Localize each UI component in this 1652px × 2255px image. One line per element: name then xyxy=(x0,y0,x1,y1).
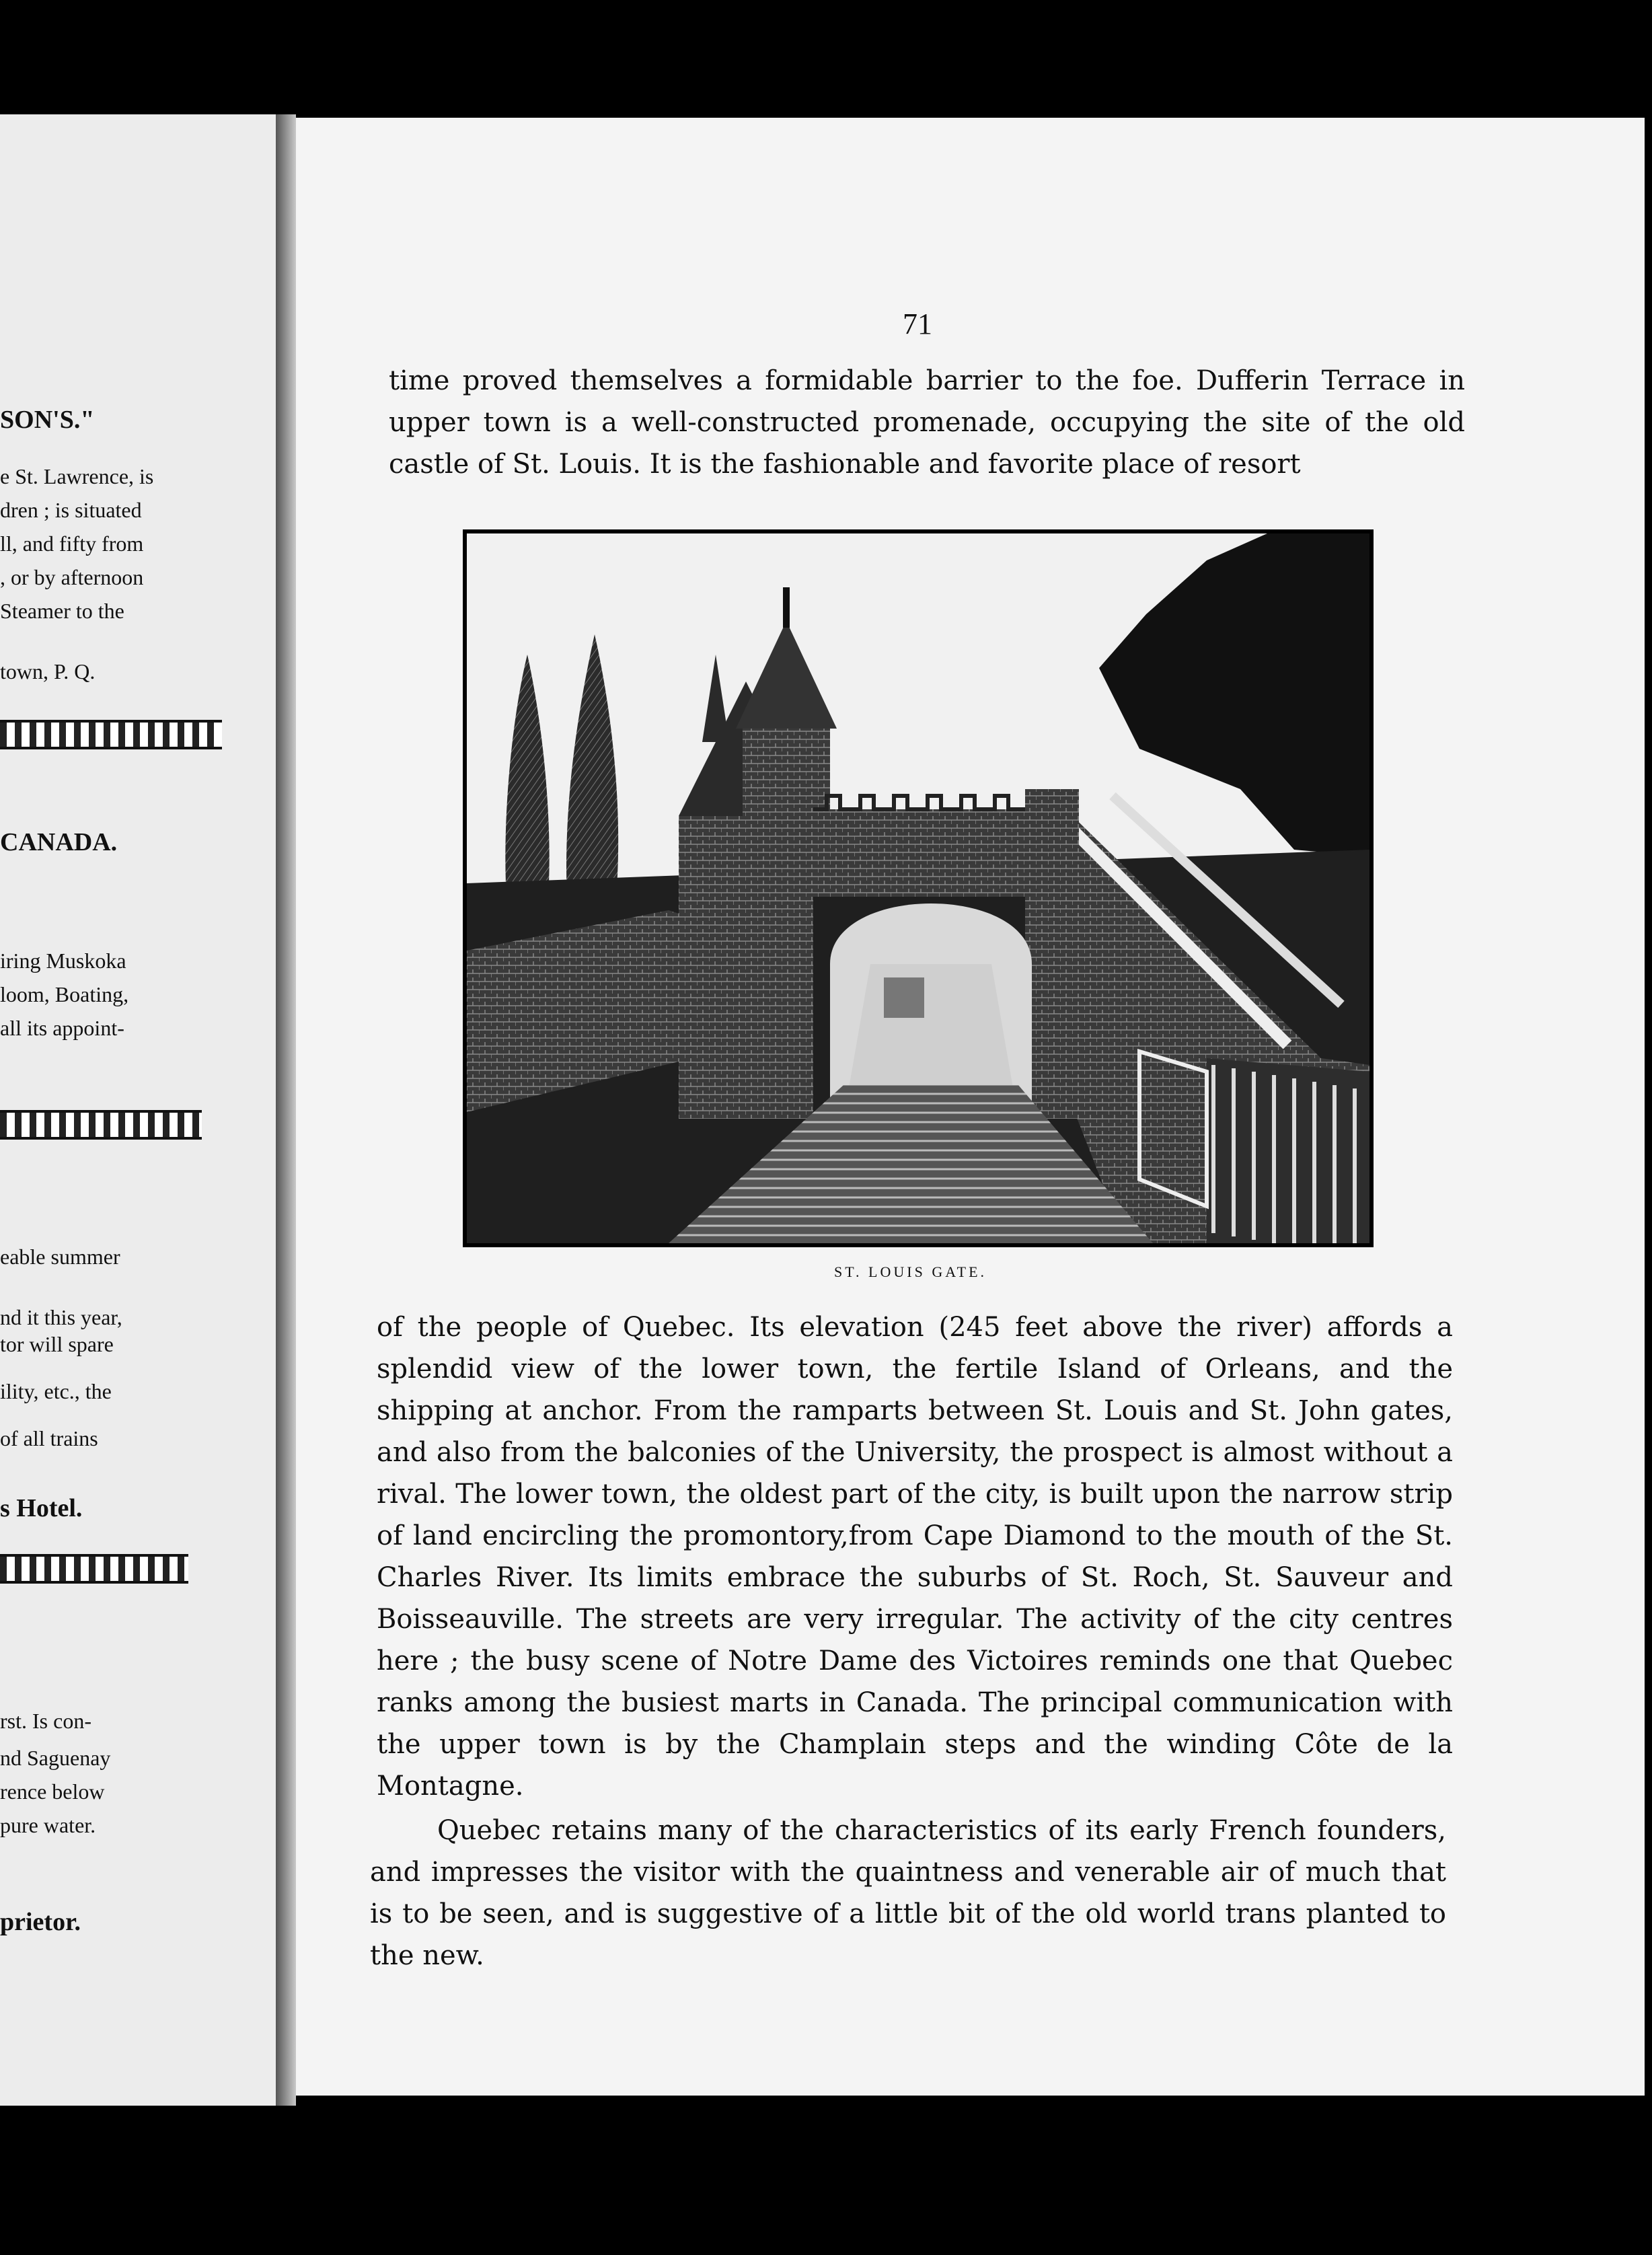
left-heading-fragment: SON'S." xyxy=(0,406,95,434)
book-gutter xyxy=(276,114,296,2106)
left-heading-fragment: s Hotel. xyxy=(0,1494,83,1522)
left-text-fragment: iring Muskoka xyxy=(0,949,126,973)
page-number: 71 xyxy=(903,307,932,340)
paragraph-3: Quebec retains many of the characteristics of its early French founders, and impresses the visitor with the quaintness and venerable air of much that is to be seen, and is suggestive of a little bit of the old world trans planted to the new. xyxy=(370,1815,1446,1971)
left-text-fragment: e St. Lawrence, is xyxy=(0,464,154,488)
left-text-fragment: rence below xyxy=(0,1779,105,1804)
left-text-fragment: pure water. xyxy=(0,1813,96,1837)
left-text-fragment: eable summer xyxy=(0,1245,120,1269)
left-text-fragment: tor will spare xyxy=(0,1332,114,1356)
left-text-fragment: all its appoint- xyxy=(0,1016,124,1040)
left-text-fragment: nd Saguenay xyxy=(0,1746,111,1770)
paragraph-2: of the people of Quebec. Its elevation (245 feet above the river) affords a splendid view of the lower town, the fertile Island of Orleans, and the shipping at anchor. From the ramparts between St. Louis and St. John gates, and also from the balconies of the University, the prospect is almost without a rival. The lower town, the oldest part of the city, is built upon the narrow strip of land encircling the promontory,from Cape Diamond to the mouth of the St. Charles River. Its limits embrace the suburbs of St. Roch, St. Sauveur and Boisseauville. The streets are very irregular. The activity of the city centres here ; the busy scene of Notre Dame des Victoires reminds one that Quebec ranks among the busiest marts in Canada. The principal communication with the upper town is by the Champlain steps and the winding Côte de la Montagne. xyxy=(377,1312,1453,1802)
left-text-fragment: Steamer to the xyxy=(0,599,124,623)
st-louis-gate-engraving xyxy=(463,529,1374,1247)
engraving-illustration xyxy=(467,533,1369,1243)
figure-caption: ST. LOUIS GATE. xyxy=(834,1263,987,1280)
left-text-fragment: rst. Is con- xyxy=(0,1709,91,1733)
left-text-fragment: of all trains xyxy=(0,1426,98,1450)
ornamental-border xyxy=(0,1110,202,1140)
left-text-fragment: nd it this year, xyxy=(0,1305,122,1329)
ornamental-border xyxy=(0,720,222,749)
left-heading-fragment: prietor. xyxy=(0,1908,81,1936)
left-text-fragment: dren ; is situated xyxy=(0,498,142,522)
paragraph-1: time proved themselves a formidable barrier to the foe. Dufferin Terrace in upper town is a well-constructed promenade, occupying the site of the old castle of St. Louis. It is the fashionable and favorite place of resort xyxy=(389,365,1465,480)
left-page xyxy=(0,114,276,2106)
left-text-fragment: loom, Boating, xyxy=(0,982,129,1006)
left-text-fragment: , or by afternoon xyxy=(0,565,144,589)
ornamental-border xyxy=(0,1554,188,1584)
left-text-fragment: town, P. Q. xyxy=(0,659,96,683)
left-heading-fragment: CANADA. xyxy=(0,828,118,856)
left-text-fragment: ll, and fifty from xyxy=(0,531,144,556)
left-text-fragment: ility, etc., the xyxy=(0,1379,112,1403)
